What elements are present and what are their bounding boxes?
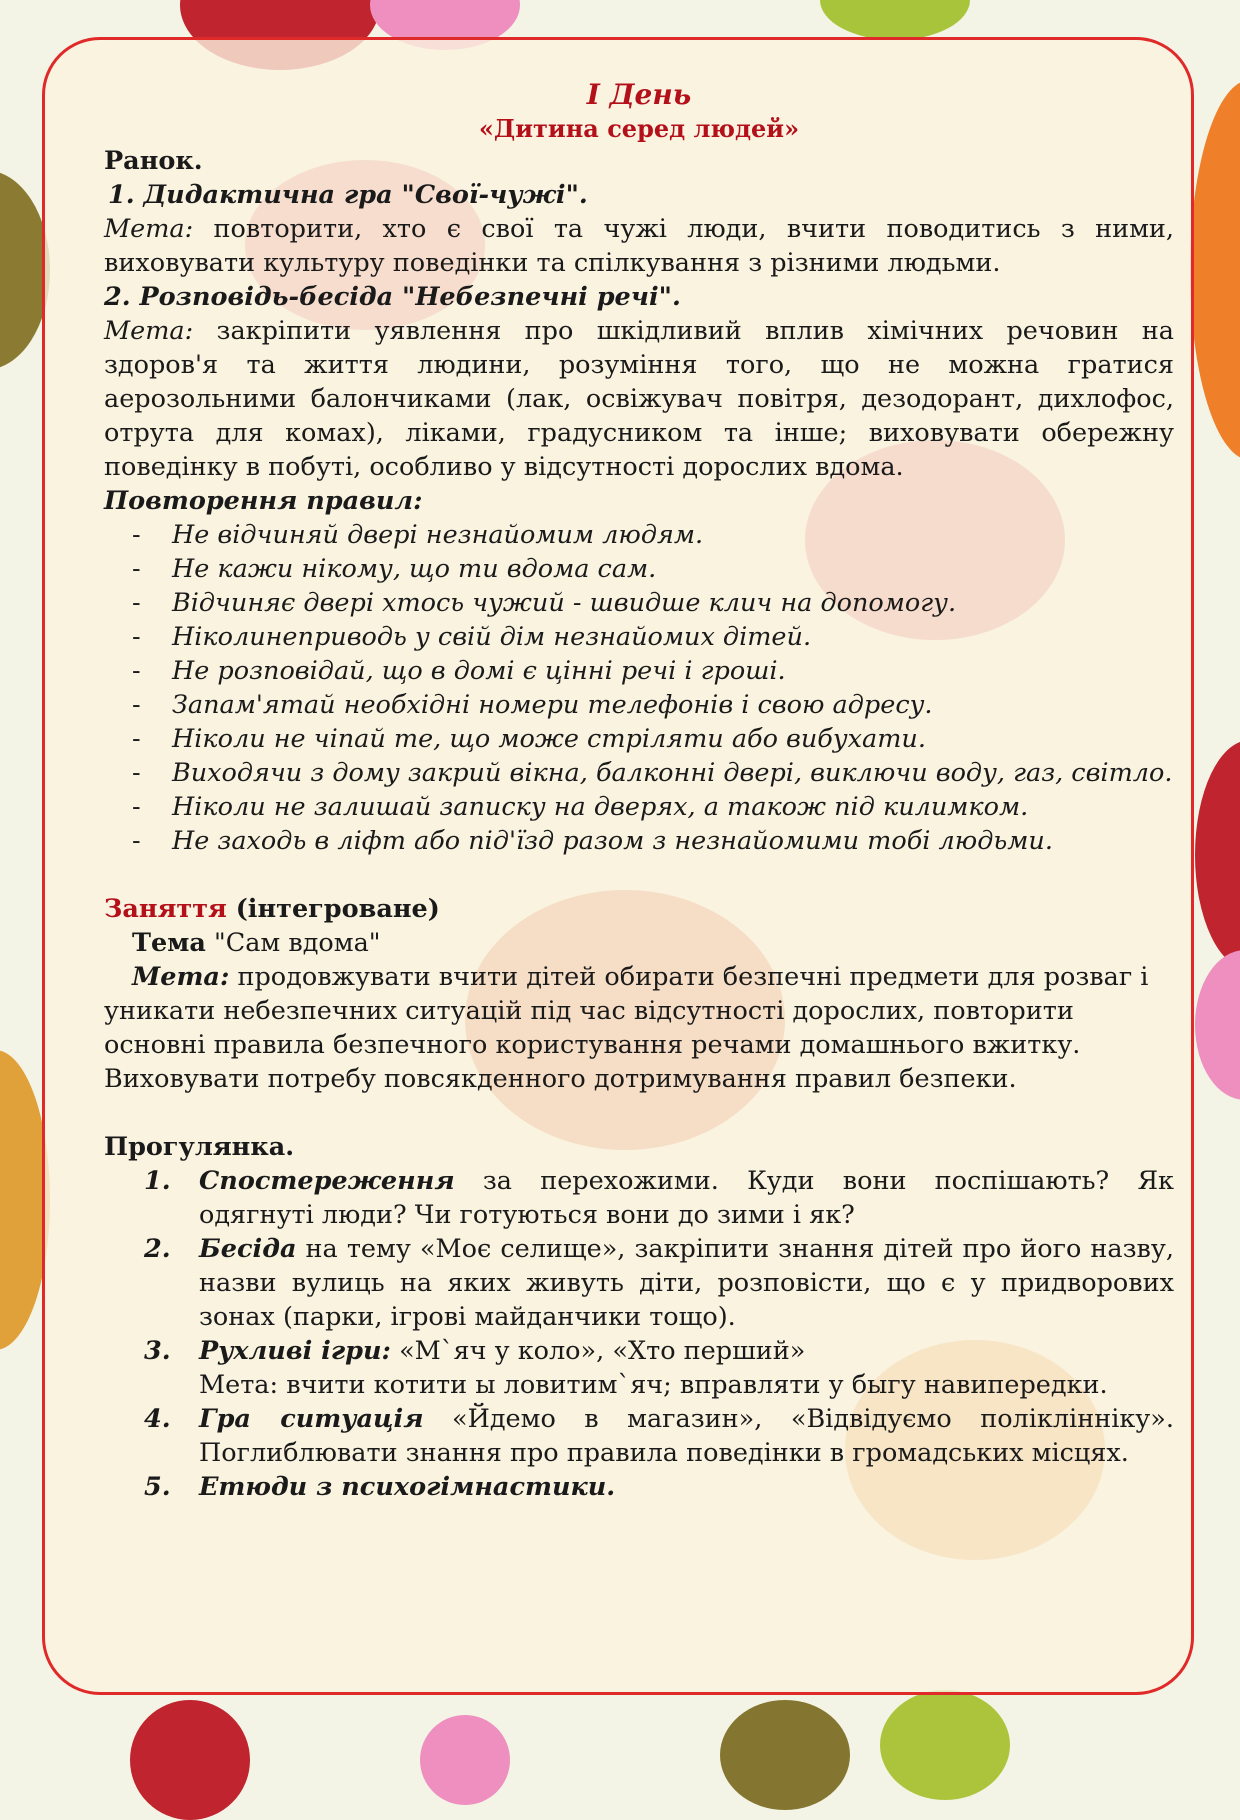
lesson-topic bbox=[104, 926, 1174, 960]
item-bold: Бесіда bbox=[199, 1234, 297, 1264]
list-item: - Не розповідай, що в домі є цінні речі і гроші. bbox=[132, 654, 1174, 688]
goal-text: повторити, хто є свої та чужі люди, вчити поводитись з ними, виховувати культуру поведінки та спілкування з різними людьми. bbox=[104, 214, 1174, 278]
flower-petal-decoration bbox=[880, 1690, 1010, 1800]
item-extra: Мета: вчити котити ы ловитим`яч; вправляти у быгу навипередки. bbox=[199, 1370, 1108, 1400]
item-number: 1. bbox=[144, 1166, 171, 1196]
item-bold: Рухливі ігри: bbox=[199, 1336, 391, 1366]
flower-petal-decoration bbox=[420, 1715, 510, 1805]
page-title: І День bbox=[586, 78, 692, 111]
list-item bbox=[144, 1402, 1174, 1470]
flower-petal-decoration bbox=[1195, 740, 1240, 970]
walk-heading: Прогулянка. bbox=[104, 1132, 295, 1162]
item-bold: Етюди з психогімнастики. bbox=[199, 1472, 616, 1502]
list-item: - Виходячи з дому закрий вікна, балконні двері, виключи воду, газ, світло. bbox=[132, 756, 1174, 790]
item-bold: Гра ситуація bbox=[199, 1404, 424, 1434]
list-item bbox=[144, 1470, 1174, 1504]
rules-heading: Повторення правил: bbox=[104, 486, 423, 516]
flower-petal-decoration bbox=[130, 1700, 250, 1820]
item-text: «Йдемо в магазин», «Відвідуємо поліклінніку». Поглиблювати знання про правила поведінки в громадських місцях. bbox=[199, 1404, 1174, 1468]
list-item bbox=[144, 1164, 1174, 1232]
list-item: - Ніколи не чіпай те, що може стріляти або вибухати. bbox=[132, 722, 1174, 756]
flower-petal-decoration bbox=[1190, 80, 1240, 460]
item-number: 2. bbox=[144, 1234, 171, 1264]
rules-list bbox=[104, 518, 1174, 858]
flower-petal-decoration bbox=[820, 0, 970, 40]
goal-text: продовжувати вчити дітей обирати безпечні предмети для розваг і уникати небезпечних ситуацій під час відсутності дорослих, повторити основні правила безпечного користування речами домашнього вжитку. Виховувати потребу повсякденного дотримування правил безпеки. bbox=[104, 962, 1149, 1094]
lesson-heading-rest: (інтегроване) bbox=[226, 894, 440, 924]
list-item: - Ніколинеприводь у свій дім незнайомих дітей. bbox=[132, 620, 1174, 654]
list-item bbox=[144, 1334, 1174, 1402]
item-text: «М`яч у коло», «Хто перший» bbox=[390, 1336, 806, 1366]
document-content bbox=[104, 76, 1174, 1504]
morning-heading: Ранок. bbox=[104, 146, 203, 176]
goal-text: закріпити уявлення про шкідливий вплив хімічних речовин на здоров'я та життя людини, розуміння того, що не можна гратися аерозольними балончиками (лак, освіжувач повітря, дезодорант, дихлофос, отрута для комах), ліками, градусником та інше; виховувати обережну поведінку в побуті, особливо у відсутності дорослих вдома. bbox=[104, 316, 1174, 482]
walk-list bbox=[104, 1164, 1174, 1504]
flower-petal-decoration bbox=[720, 1700, 850, 1810]
topic-text: "Сам вдома" bbox=[205, 928, 381, 958]
morning-item1-goal bbox=[104, 212, 1174, 280]
flower-petal-decoration bbox=[1195, 950, 1240, 1100]
item-text: на тему «Моє селище», закріпити знання дітей про його назву, назви вулиць на яких живуть діти, розповісти, що є у придворових зонах (парки, ігрові майданчики тощо). bbox=[199, 1234, 1174, 1332]
morning-item2-title: 2. Розповідь-бесіда "Небезпечні речі". bbox=[104, 282, 681, 312]
topic-label: Тема bbox=[132, 928, 206, 958]
list-item: - Не заходь в ліфт або під'їзд разом з незнайомими тобі людьми. bbox=[132, 824, 1174, 858]
item-text: за перехожими. Куди вони поспішають? Як одягнуті люди? Чи готуються вони до зими і як? bbox=[199, 1166, 1174, 1230]
morning-item2-goal bbox=[104, 314, 1174, 484]
page-subtitle: «Дитина серед людей» bbox=[478, 114, 800, 143]
item-number: 3. bbox=[144, 1336, 171, 1366]
list-item bbox=[144, 1232, 1174, 1334]
list-item: - Ніколи не залишай записку на дверях, а також під килимком. bbox=[132, 790, 1174, 824]
list-item: - Відчиняє двері хтось чужий - швидше клич на допомогу. bbox=[132, 586, 1174, 620]
list-item: - Не кажи нікому, що ти вдома сам. bbox=[132, 552, 1174, 586]
item-bold: Спостереження bbox=[199, 1166, 455, 1196]
lesson-heading-red: Заняття bbox=[104, 894, 227, 924]
lesson-heading bbox=[104, 892, 1174, 926]
item-number: 4. bbox=[144, 1404, 171, 1434]
item-number: 5. bbox=[144, 1472, 171, 1502]
goal-label: Мета: bbox=[104, 214, 194, 244]
list-item: - Не відчиняй двері незнайомим людям. bbox=[132, 518, 1174, 552]
morning-item1-title: 1. Дидактична гра "Свої-чужі". bbox=[108, 180, 588, 210]
list-item: - Запам'ятай необхідні номери телефонів і свою адресу. bbox=[132, 688, 1174, 722]
goal-label: Мета: bbox=[132, 962, 230, 992]
goal-label: Мета: bbox=[104, 316, 194, 346]
lesson-goal bbox=[104, 960, 1174, 1096]
